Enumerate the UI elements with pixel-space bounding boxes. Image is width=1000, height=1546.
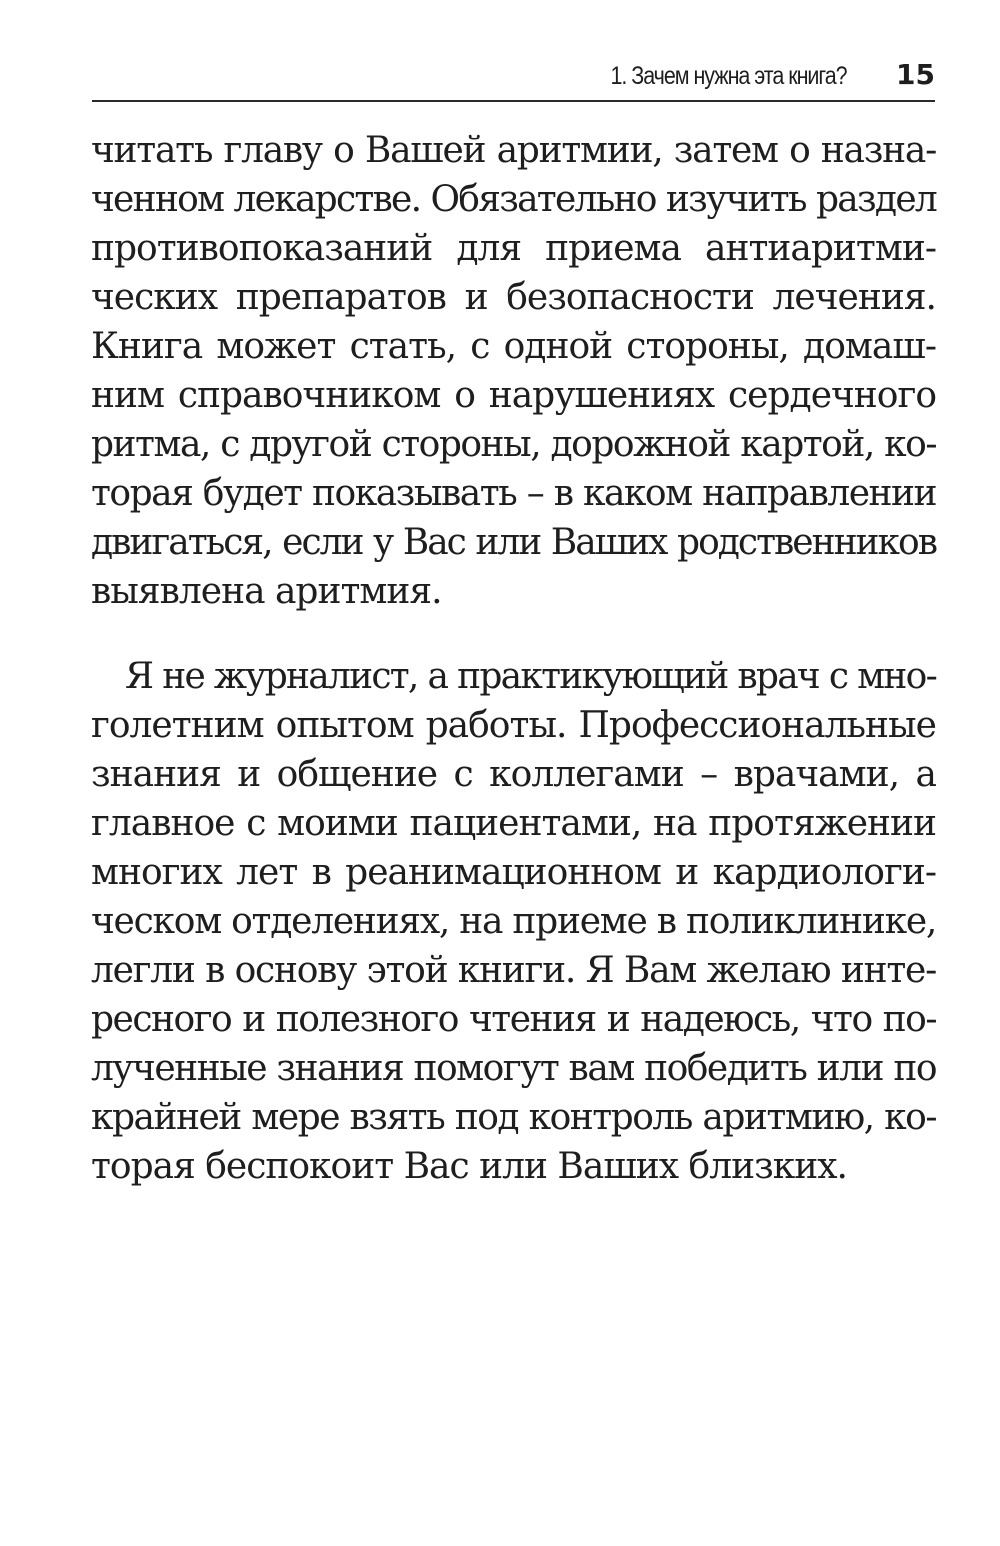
text-line: Я не журналист, а практикующий врач с мно- (125, 656, 936, 697)
paragraph (91, 652, 936, 1191)
text-line: торая беспокоит Вас или Ваших близких. (91, 1146, 847, 1187)
paragraph (91, 126, 936, 616)
chapter-title: 1. Зачем нужна эта книга? (610, 62, 847, 90)
text-line: ченном лекарстве. Обязательно изучить раздел (91, 179, 936, 220)
page-number: 15 (896, 58, 935, 91)
text-line: лученные знания помогут вам победить или по (91, 1048, 936, 1089)
text-line: Книга может стать, с одной стороны, домаш- (91, 326, 936, 367)
text-line: голетним опытом работы. Профессиональные (91, 705, 936, 746)
running-header (92, 58, 935, 102)
text-line: читать главу о Вашей аритмии, затем о назна- (91, 130, 936, 171)
text-line: ресного и полезного чтения и надеюсь, что по- (91, 999, 936, 1040)
body-text (91, 126, 936, 1191)
text-line: противопоказаний для приема антиаритми- (91, 228, 936, 269)
text-line: ним справочником о нарушениях сердечного (91, 375, 936, 416)
text-line: выявлена аритмия. (91, 571, 442, 612)
text-line: ческих препаратов и безопасности лечения. (91, 277, 936, 318)
text-line: крайней мере взять под контроль аритмию, ко- (91, 1097, 936, 1138)
text-line: торая будет показывать – в каком направлении (91, 473, 936, 514)
text-line: легли в основу этой книги. Я Вам желаю инте- (91, 950, 936, 991)
text-line: ритма, с другой стороны, дорожной картой, ко- (91, 424, 936, 465)
text-line: главное с моими пациентами, на протяжении (91, 803, 936, 844)
text-line: многих лет в реанимационном и кардиологи- (91, 852, 936, 893)
text-line: знания и общение с коллегами – врачами, а (91, 754, 936, 795)
text-line: двигаться, если у Вас или Ваших родственников (91, 522, 936, 563)
text-line: ческом отделениях, на приеме в поликлинике, (91, 901, 937, 942)
paragraph-spacer (91, 616, 936, 652)
